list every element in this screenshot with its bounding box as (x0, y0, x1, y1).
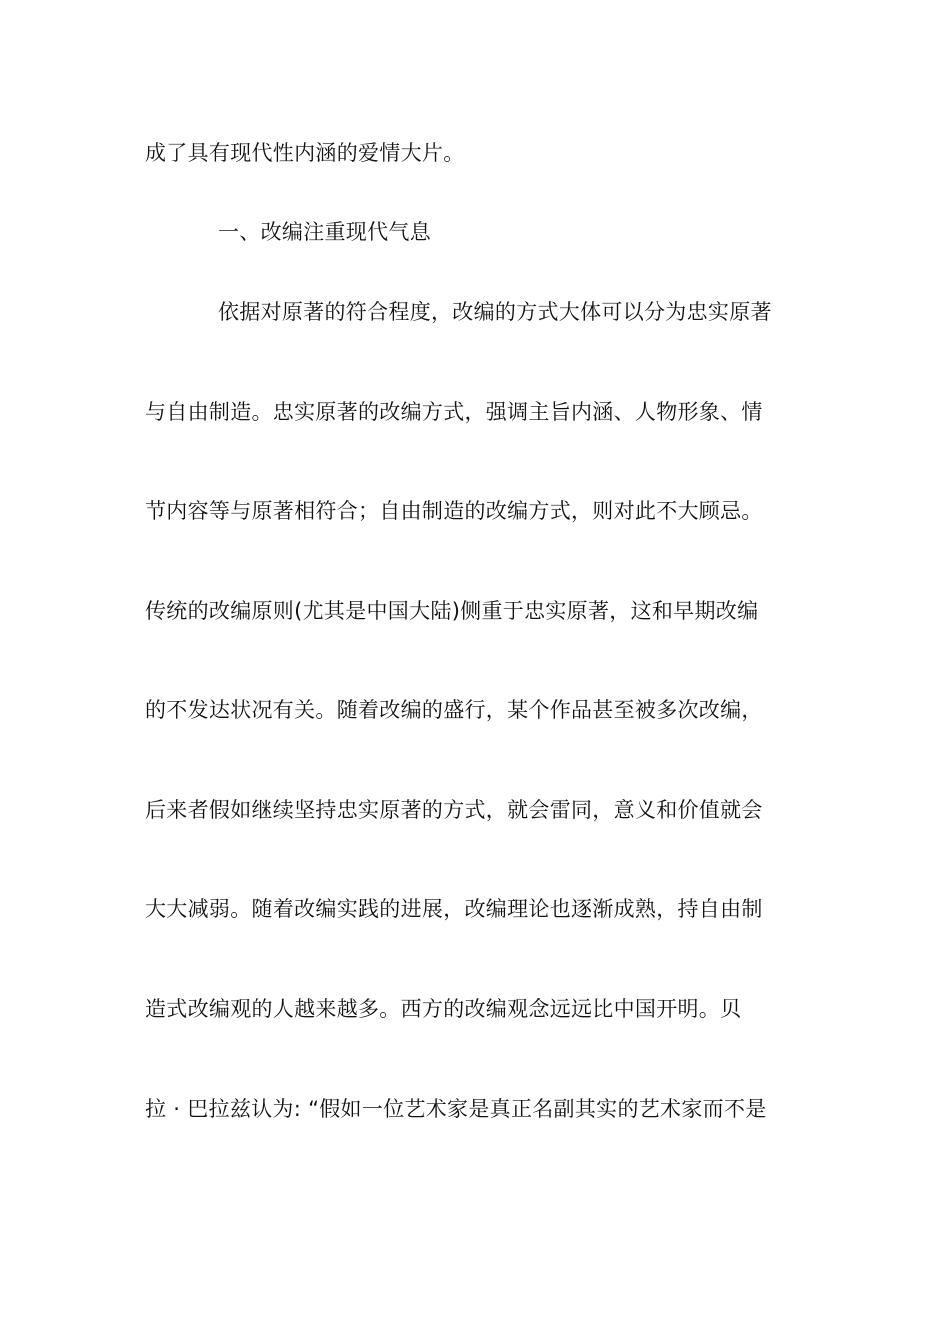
paragraph-line: 造式改编观的人越来越多。西方的改编观念远远比中国开明。贝 (145, 997, 742, 1021)
paragraph-line: 节内容等与原著相符合；自由制造的改编方式，则对此不大顾忌。 (145, 499, 763, 523)
paragraph-line: 与自由制造。忠实原著的改编方式，强调主旨内涵、人物形象、情 (145, 400, 763, 424)
paragraph-line: 依据对原著的符合程度，改编的方式大体可以分为忠实原著 (218, 300, 772, 324)
section-heading: 一、改编注重现代气息 (218, 220, 431, 244)
paragraph-line: 后来者假如继续坚持忠实原著的方式，就会雷同，意义和价值就会 (145, 798, 763, 822)
paragraph-line: 大大减弱。随着改编实践的进展，改编理论也逐渐成熟，持自由制 (145, 897, 763, 921)
paragraph-line: 拉 · 巴拉兹认为: “假如一位艺术家是真正名副其实的艺术家而不是 (145, 1097, 767, 1121)
paragraph-line: 的不发达状况有关。随着改编的盛行，某个作品甚至被多次改编， (145, 698, 763, 722)
text-line-continuation: 成了具有现代性内涵的爱情大片。 (145, 141, 465, 165)
paragraph-line: 传统的改编原则(尤其是中国大陆)侧重于忠实原著，这和早期改编 (145, 599, 759, 623)
